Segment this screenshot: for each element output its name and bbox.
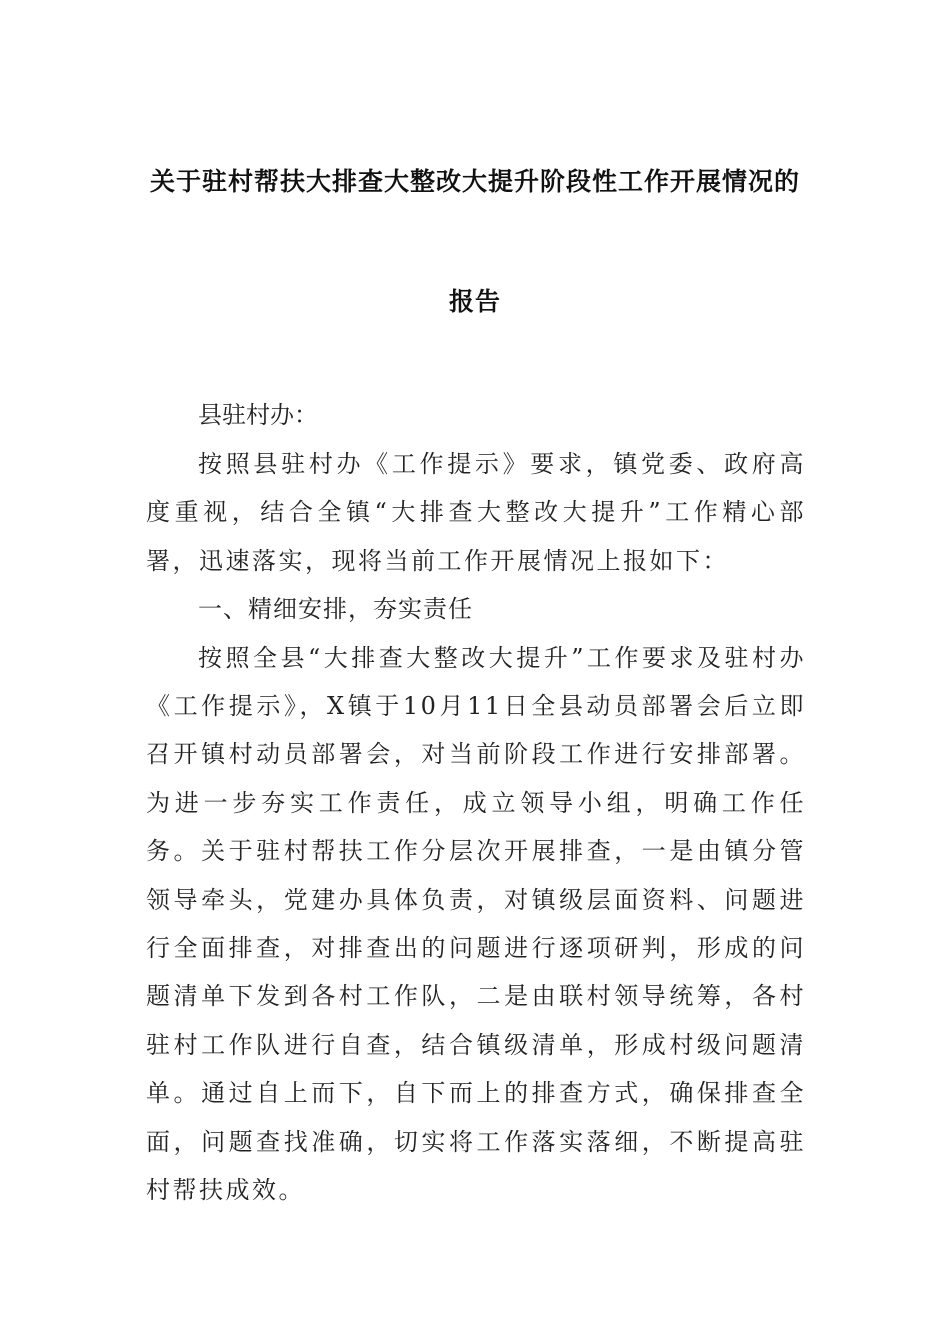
paragraph-section-1: 按照全县“大排查大整改大提升”工作要求及驻村办《工作提示》，X镇于10月11日全县动员部署会后立即召开镇村动员部署会，对当前阶段工作进行安排部署。为进一步夯实工作责任，成立领导小组，明确工作任务。关于驻村帮扶工作分层次开展排查，一是由镇分管领导牵头，党建办具体负责，对镇级层面资料、问题进行全面排查，对排查出的问题进行逐项研判，形成的问题清单下发到各村工作队，二是由联村领导统筹，各村驻村工作队进行自查，结合镇级清单，形成村级问题清单。通过自上而下，自下而上的排查方式，确保排查全面，问题查找准确，切实将工作落实落细，不断提高驻村帮扶成效。 <box>146 643 806 1205</box>
paragraph-intro: 按照县驻村办《工作提示》要求，镇党委、政府高度重视，结合全镇“大排查大整改大提升”工作精心部署，迅速落实，现将当前工作开展情况上报如下： <box>146 450 806 575</box>
salutation: 县驻村办： <box>198 401 318 429</box>
document-title-line-2: 报告 <box>448 287 501 316</box>
document-body <box>146 440 806 1215</box>
section-heading-1: 一、精细安排，夯实责任 <box>198 595 473 624</box>
document-title-line-1: 关于驻村帮扶大排查大整改大提升阶段性工作开展情况的 <box>149 167 800 196</box>
